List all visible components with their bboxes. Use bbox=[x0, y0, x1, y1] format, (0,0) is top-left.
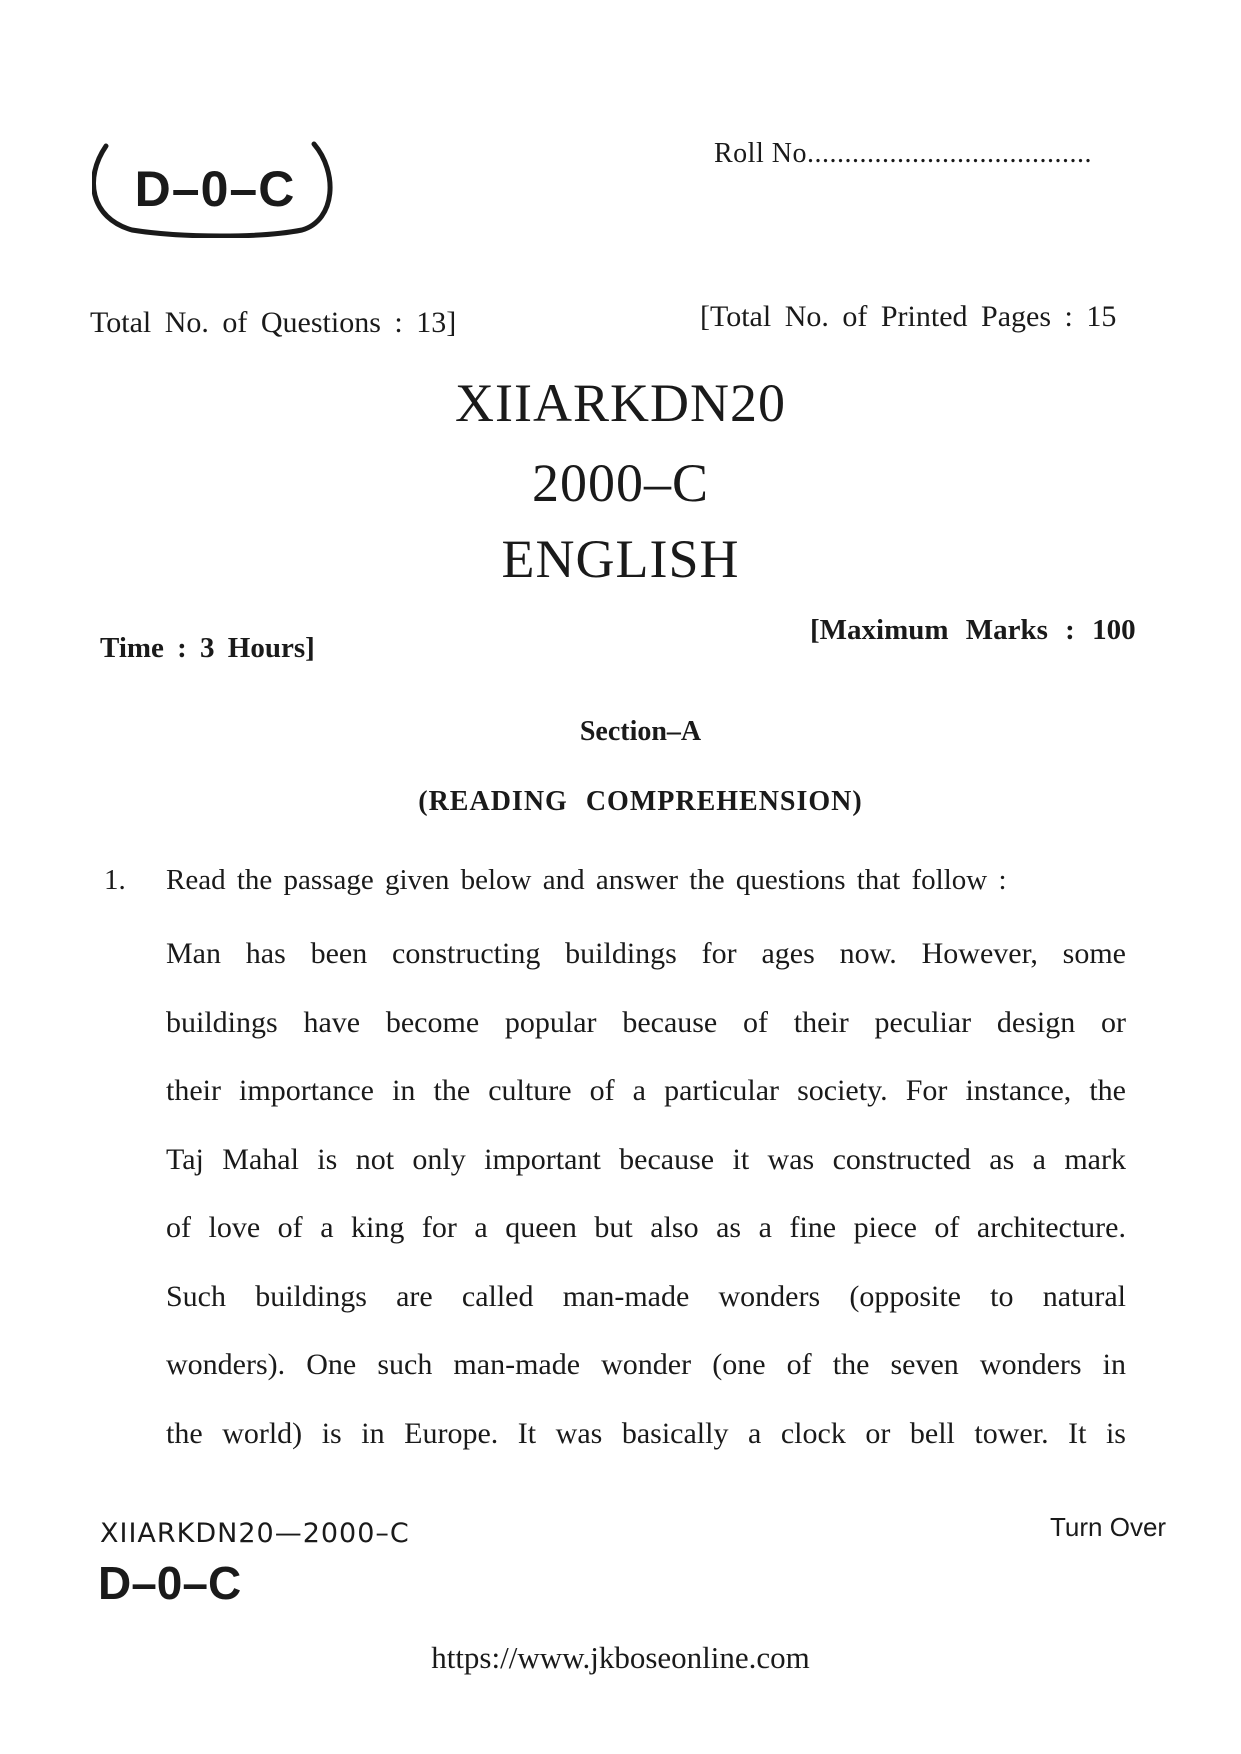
badge-code-text: D–0–C bbox=[134, 161, 296, 217]
roll-number-field: Roll No...................................... bbox=[714, 138, 1092, 169]
source-url[interactable]: https://www.jkboseonline.com bbox=[431, 1640, 810, 1675]
passage-line: wonders). One such man-made wonder (one of the seven wonders in bbox=[166, 1348, 1126, 1381]
passage-line: Man has been constructing buildings for ages now. However, some bbox=[166, 937, 1126, 970]
total-questions: Total No. of Questions : 13] bbox=[90, 306, 457, 339]
paper-title-subject: ENGLISH bbox=[501, 529, 740, 589]
maximum-marks: [Maximum Marks : 100 bbox=[810, 614, 1136, 646]
footer-badge: D–0–C bbox=[98, 1557, 242, 1609]
passage-line: Such buildings are called man-made wonders (opposite to natural bbox=[166, 1279, 1126, 1313]
section-subtitle: (READING COMPREHENSION) bbox=[418, 786, 863, 817]
passage-line: Taj Mahal is not only important because it was constructed as a mark bbox=[166, 1142, 1126, 1176]
section-title: Section–A bbox=[579, 716, 702, 747]
footer-paper-code: XIIARKDN20—2000–C bbox=[100, 1518, 410, 1549]
passage-line: of love of a king for a queen but also as a fine piece of architecture. bbox=[166, 1211, 1126, 1244]
passage-line: their importance in the culture of a particular society. For instance, the bbox=[166, 1074, 1126, 1107]
passage-line: the world) is in Europe. It was basically a clock or bell tower. It is bbox=[166, 1416, 1126, 1450]
turn-over-note: Turn Over bbox=[1050, 1512, 1167, 1542]
total-printed-pages: [Total No. of Printed Pages : 15 bbox=[700, 300, 1117, 333]
question-instruction: Read the passage given below and answer the questions that follow : bbox=[166, 864, 1007, 896]
question-number: 1. bbox=[104, 864, 126, 896]
exam-duration: Time : 3 Hours] bbox=[100, 632, 315, 664]
paper-title-series: 2000–C bbox=[531, 453, 710, 513]
passage-line: buildings have become popular because of their peculiar design or bbox=[166, 1005, 1126, 1039]
paper-code-badge bbox=[92, 138, 338, 238]
paper-title-code: XIIARKDN20 bbox=[455, 373, 786, 433]
reading-passage bbox=[166, 934, 1126, 1482]
